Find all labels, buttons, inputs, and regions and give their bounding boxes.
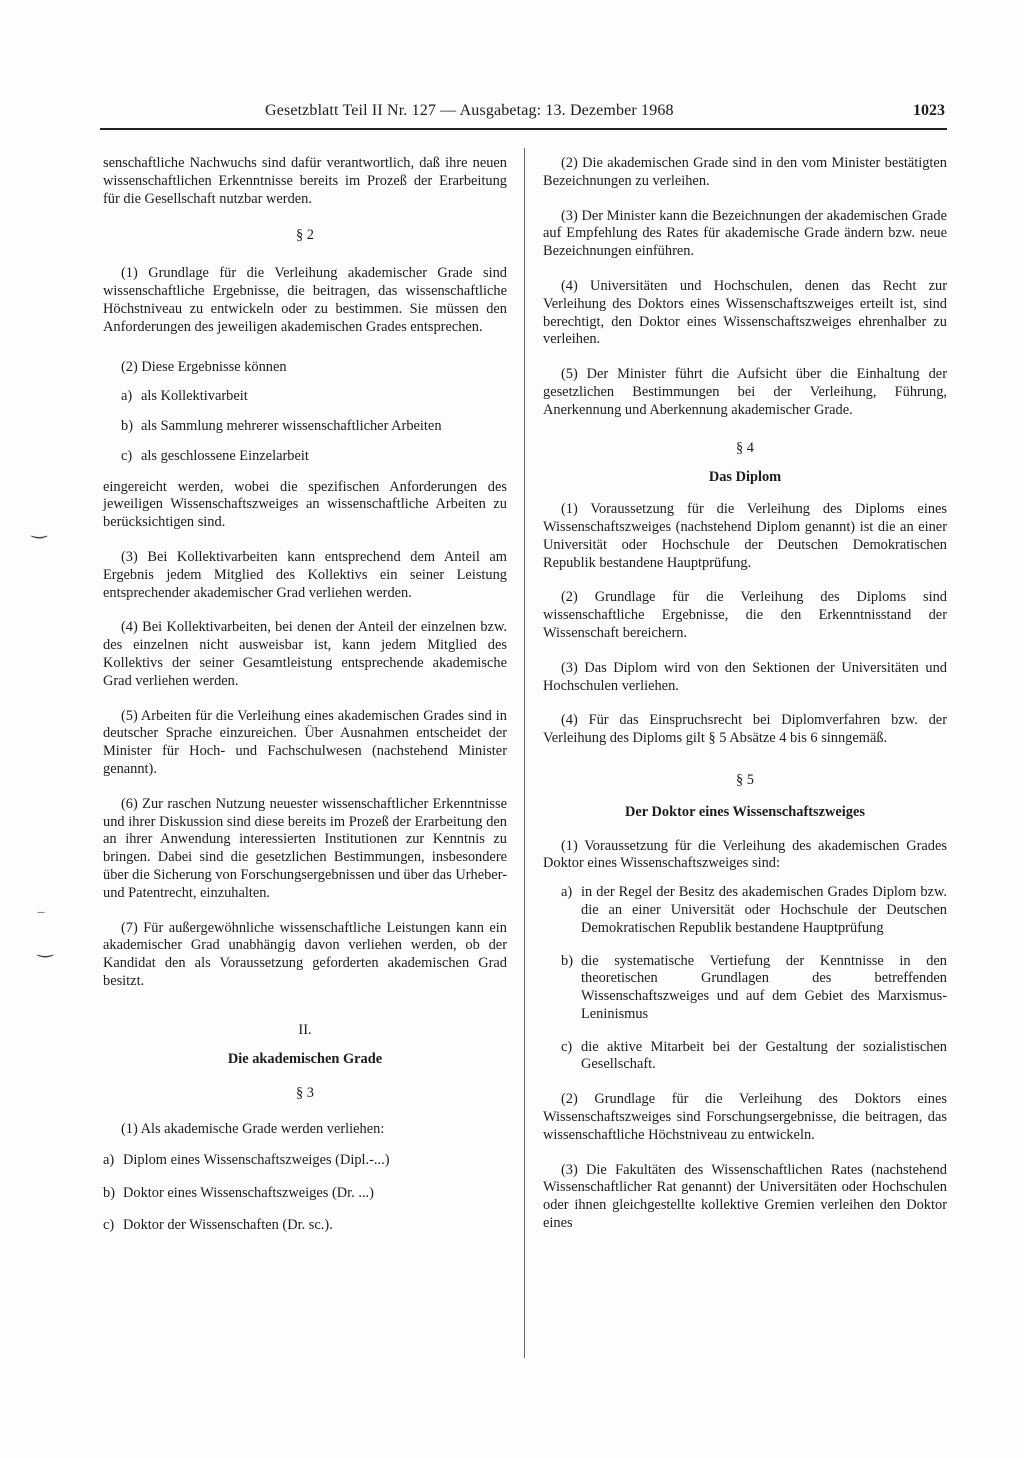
paragraph: (5) Der Minister führt die Aufsicht über die Einhaltung der gesetzlichen Bestimmungen bei der Verleihung, Führung, Anerkennung und Aberkennung akademischer Grade. <box>543 366 947 418</box>
paragraph: (1) Voraussetzung für die Verleihung des akademischen Grades Doktor eines Wissenschaftszweiges sind: <box>543 837 947 872</box>
paragraph: eingereicht werden, wobei die spezifischen Anforderungen des jeweiligen Wissenschaftszweiges an wissenschaftliche Arbeiten zu berücksichtigen sind. <box>103 478 507 531</box>
list-item-label: b) <box>121 417 133 434</box>
paragraph: (2) Diese Ergebnisse können <box>121 359 287 376</box>
margin-pencil-mark: ‿ <box>38 937 53 957</box>
list-item <box>121 388 507 406</box>
paragraph: (3) Bei Kollektivarbeiten kann entsprechend dem Anteil am Ergebnis jedem Mitglied des Kollektivs ein seiner Leistung entsprechender akademischer Grad verliehen werden. <box>103 548 507 601</box>
paragraph: (1) Grundlage für die Verleihung akademischer Grade sind wissenschaftliche Ergebnisse, die beitragen, das wissenschaftliche Höchstniveau zu entwickeln oder zu bestimmen. Sie müssen den Anforderungen des jeweiligen akademischen Grades entsprechen. <box>103 265 507 335</box>
list-item-label: b) <box>561 952 573 969</box>
list-item-text: als geschlossene Einzelarbeit <box>141 447 309 464</box>
margin-pencil-mark: ‾ <box>38 910 44 930</box>
section-title: Das Diplom <box>708 469 782 486</box>
gazette-title: Gesetzblatt Teil II Nr. 127 — Ausgabetag: 13. Dezember 1968 <box>265 102 674 119</box>
list-item <box>103 1217 507 1235</box>
paragraph: (2) Die akademischen Grade sind in den vom Minister bestätigten Bezeichnungen zu verleihen. <box>543 155 947 189</box>
paragraph: (3) Die Fakultäten des Wissenschaftlichen Rates (nachstehend Wissenschaftlicher Rat genannt) der Universitäten oder Hochschulen oder ihnen gleichgestellte kollektive Gremien verleihen den Doktor eines <box>543 1161 947 1232</box>
section-heading: § 2 <box>296 227 314 244</box>
section-heading: § 5 <box>736 771 754 788</box>
list-item-label: c) <box>103 1217 115 1234</box>
list-item <box>121 418 507 436</box>
paragraph: (3) Der Minister kann die Bezeichnungen der akademischen Grade auf Empfehlung des Rates für akademische Grade ändern bzw. neue Bezeichnungen einführen. <box>543 207 947 260</box>
part-title: Die akademischen Grade <box>227 1051 383 1068</box>
list-item-text: in der Regel der Besitz des akademischen Grades Diplom bzw. die an einer Universität oder Hochschule der Deutschen Demokratischen Republik bestandene Hauptprüfung <box>581 884 947 936</box>
page-header <box>100 100 945 130</box>
paragraph: (4) Bei Kollektivarbeiten, bei denen der Anteil der einzelnen bzw. des einzelnen nicht ausweisbar ist, kann jedem Mitglied des Kollektivs der seiner Gesamtleistung entsprechende akademische Grad verliehen werden. <box>103 619 507 689</box>
list-item <box>121 448 507 466</box>
paragraph: (2) Grundlage für die Verleihung des Doktors eines Wissenschaftszweiges sind Forschungsergebnisse, die beitragen, das wissenschaftliche Höchstniveau zu entwickeln. <box>543 1091 947 1143</box>
paragraph: (1) Als akademische Grade werden verliehen: <box>121 1121 385 1138</box>
paragraph: (7) Für außergewöhnliche wissenschaftliche Leistungen kann ein akademischer Grad unabhängig davon verliehen werden, ob der Kandidat den als Voraussetzung geforderten akademischen Grad besitzt. <box>103 919 507 989</box>
right-column <box>543 155 947 1233</box>
list-item-label: c) <box>121 447 133 464</box>
list-item-text: als Sammlung mehrerer wissenschaftlicher Arbeiten <box>141 417 442 434</box>
paragraph: (2) Grundlage für die Verleihung des Diploms sind wissenschaftliche Ergebnisse, die den Erkenntnisstand der Wissenschaft bereichern. <box>543 589 947 641</box>
column-divider <box>524 148 525 1358</box>
paragraph: (4) Für das Einspruchsrecht bei Diplomverfahren bzw. der Verleihung des Diploms gilt § 5 Absätze 4 bis 6 sinngemäß. <box>543 712 947 747</box>
left-column <box>103 155 507 1235</box>
list-item-label: c) <box>561 1038 573 1055</box>
list-item-text: als Kollektivarbeit <box>141 388 248 405</box>
list-item-text: Doktor eines Wissenschaftszweiges (Dr. ...) <box>123 1184 374 1201</box>
paragraph: (5) Arbeiten für die Verleihung eines akademischen Grades sind in deutscher Sprache einzureichen. Über Ausnahmen entscheidet der Minister für Hoch- und Fachschulwesen (nachstehend Minister genannt). <box>103 707 507 777</box>
section-title: Der Doktor eines Wissenschaftszweiges <box>625 803 865 820</box>
part-numeral: II. <box>298 1021 312 1038</box>
list-item-label: a) <box>103 1151 115 1168</box>
list-item-text: Doktor der Wissenschaften (Dr. sc.). <box>123 1217 333 1234</box>
paragraph: senschaftliche Nachwuchs sind dafür verantwortlich, daß ihre neuen wissenschaftlichen Erkenntnisse bereits im Prozeß der Erarbeitung für die Gesellschaft nutzbar werden. <box>103 155 507 207</box>
list-item <box>103 1152 507 1170</box>
list-item-text: die aktive Mitarbeit bei der Gestaltung der sozialistischen Gesellschaft. <box>581 1038 947 1073</box>
header-rule <box>100 128 947 130</box>
list-item <box>561 884 947 937</box>
paragraph: (3) Das Diplom wird von den Sektionen der Universitäten und Hochschulen verliehen. <box>543 659 947 694</box>
list-item <box>561 1039 947 1075</box>
list-item <box>561 953 947 1024</box>
list-item-text: Diplom eines Wissenschaftszweiges (Dipl.-...) <box>123 1151 390 1168</box>
paragraph: (6) Zur raschen Nutzung neuester wissenschaftlicher Erkenntnisse und ihrer Diskussion sind diese bereits im Prozeß der Erarbeitung den an ihrer Anwendung interessierten Institutionen zur Kenntnis zu bringen. Dabei sind die gesetzlichen Bestimmungen, insbesondere über die Sicherung von Forschungsergebnissen und über das Urheber- und Patentrecht, einzuhalten. <box>103 795 507 901</box>
list-item-label: a) <box>561 884 573 901</box>
section-heading: § 4 <box>736 439 754 456</box>
list-item-text: die systematische Vertiefung der Kenntnisse in den theoretischen Grundlagen des betreffenden Wissenschaftszweiges und auf dem Gebiet des Marxismus-Leninismus <box>581 952 947 1022</box>
list-item-label: a) <box>121 388 133 405</box>
paragraph: (1) Voraussetzung für die Verleihung des Diploms eines Wissenschaftszweiges (nachstehend Diplom genannt) ist die an einer Universität oder Hochschule der Deutschen Demokratischen Republik bestandene Hauptprüfung. <box>543 501 947 571</box>
paragraph: (4) Universitäten und Hochschulen, denen das Recht zur Verleihung des Doktors eines Wissenschaftszweiges erteilt ist, sind berechtigt, den Doktor eines Wissenschaftszweiges ehrenhalber zu verleihen. <box>543 277 947 348</box>
list-item <box>103 1185 507 1203</box>
section-heading: § 3 <box>296 1085 314 1102</box>
margin-pencil-mark: ‿ <box>32 518 47 538</box>
page-number: 1023 <box>913 102 945 119</box>
list-item-label: b) <box>103 1184 115 1201</box>
